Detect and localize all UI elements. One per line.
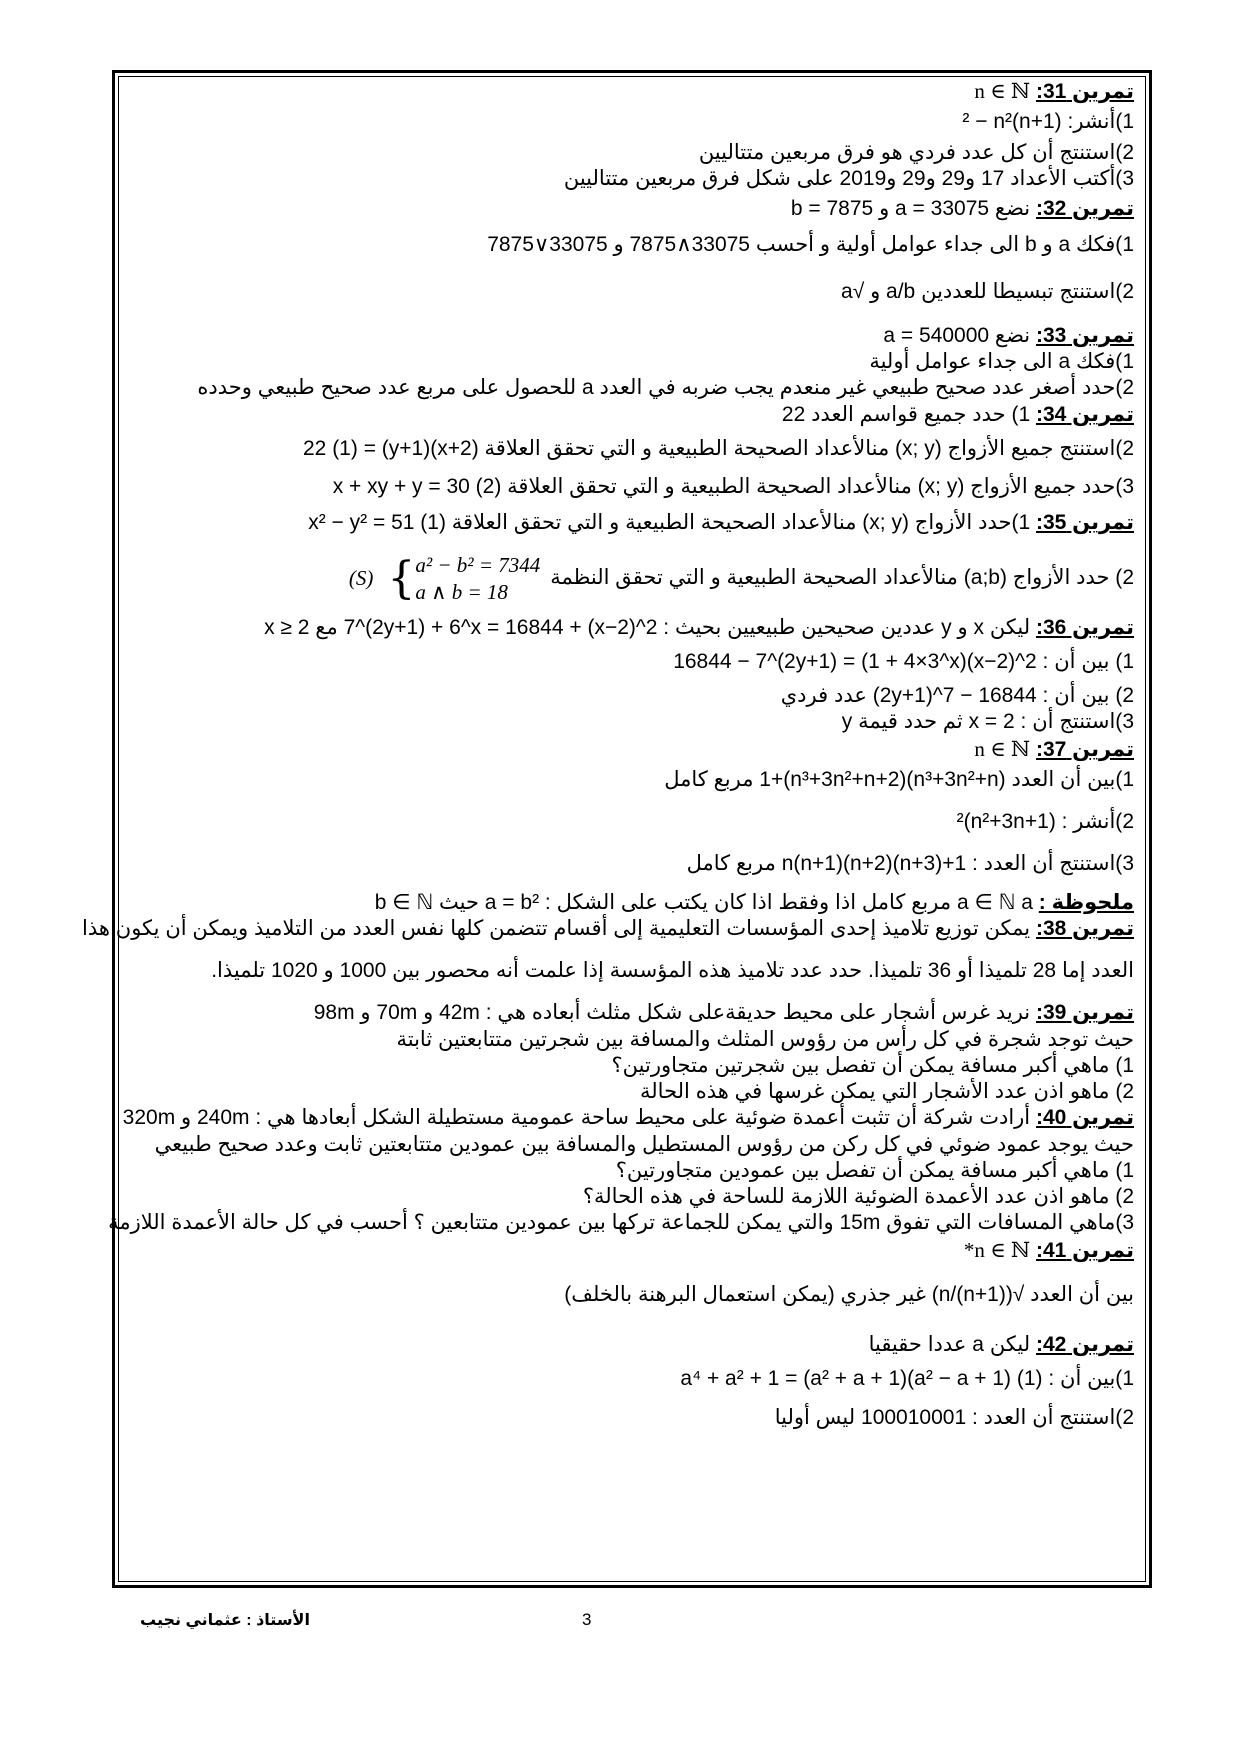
exercise-sheet xyxy=(82,78,1134,1431)
exercise-42-heading: تمرين 42: xyxy=(1035,1333,1134,1356)
exercise-34-q1: 1) حدد جميع قواسم العدد 22 xyxy=(781,402,1031,426)
exercise-38-text-1: يمكن توزيع تلاميذ إحدى المؤسسات التعليمية إلى أقسام تتضمن كلها نفس العدد من التلاميذ ويمكن أن يكون هذا xyxy=(82,916,1031,940)
exercise-34-heading: تمرين 34: xyxy=(1035,402,1134,426)
exercise-38 xyxy=(82,916,1134,985)
exercise-40-text: أرادت شركة أن تثبت أعمدة ضوئية على محيط ساحة عمومية مستطيلة الشكل أبعادها هي : 240m و 320m xyxy=(122,1106,1031,1130)
exercise-32 xyxy=(130,196,1134,305)
exercise-40-q1: 1) ماهي أكبر مسافة يمكن أن تفصل بين عمودين متجاورتين؟ xyxy=(615,1158,1134,1182)
exercise-34-q3: 3)حدد جميع الأزواج (x; y) منالأعداد الصحيحة الطبيعية و التي تحقق العلاقة x + xy + y = 30 (2) xyxy=(332,475,1134,498)
exercise-40-q3: 3)ماهي المسافات التي تفوق 15m والتي يمكن للجماعة تركها بين عمودين متتابعين ؟ أحسب في كل حالة الأعمدة اللازمة xyxy=(108,1211,1134,1235)
exercise-38-text-2: العدد إما 28 تلميذا أو 36 تلميذا. حدد عدد تلاميذ هذه المؤسسة إذا علمت أنه محصور بين 1000 و 1020 تلميذا. xyxy=(211,959,1134,982)
exercise-32-q2: 2)استنتج تبسيطا للعددين a/b و √a xyxy=(841,279,1134,303)
exercise-33-given: نضع a = 540000 xyxy=(883,323,1031,347)
exercise-36-given: ليكن x و y عددين صحيحين طبيعيين بحيث : 2^(x−2) + 7^(2y+1) + 6^x = 16844 مع x ≥ 2 xyxy=(264,615,1031,639)
exercise-40 xyxy=(108,1105,1134,1236)
exercise-35-q2-text: 2) حدد الأزواج (a;b) منالأعداد الصحيحة الطبيعية و التي تحقق النظمة xyxy=(550,566,1134,590)
system-brace xyxy=(349,552,540,605)
exercise-33-q2: 2)حدد أصغر عدد صحيح طبيعي غير منعدم يجب ضربه في العدد a للحصول على مربع عدد صحيح طبيعي وحدده xyxy=(197,376,1134,400)
teacher-name: الأستاذ : عثماني نجيب xyxy=(140,1612,310,1629)
exercise-42-q1: 1)بين أن : a⁴ + a² + 1 = (a² + a + 1)(a² − a + 1) (1) xyxy=(680,1367,1134,1391)
exercise-42-given: ليكن a عددا حقيقيا xyxy=(868,1333,1031,1356)
exercise-36-q3: 3)استنتج أن : x = 2 ثم حدد قيمة y xyxy=(841,710,1134,734)
system-eq-1: a² − b² = 7344 xyxy=(415,553,541,578)
exercise-37-heading: تمرين 37: xyxy=(1035,737,1134,761)
exercise-39-text: نريد غرس أشجار على محيط حديقةعلى شكل مثلث أبعاده هي : 42m و 70m و 98m xyxy=(313,1001,1031,1025)
exercise-42 xyxy=(130,1332,1134,1431)
exercise-41 xyxy=(130,1237,1134,1309)
exercise-37-set: n ∈ ℕ xyxy=(974,736,1031,761)
exercise-35-q2 xyxy=(130,551,1134,607)
note-heading: ملحوظة : xyxy=(1038,890,1134,914)
exercise-31-set: n ∈ ℕ xyxy=(974,79,1031,103)
exercise-38-heading: تمرين 38: xyxy=(1035,916,1134,940)
exercise-32-heading: تمرين 32: xyxy=(1035,197,1134,220)
exercise-33-q1: 1)فكك a الى جداء عوامل أولية xyxy=(869,350,1134,373)
exercise-37-q1: 1)بين أن العدد (n³+3n²+n)(n³+3n²+n+2)+1 مربع كامل xyxy=(664,767,1134,791)
exercise-40-line-1: حيث يوجد عمود ضوئي في كل ركن من رؤوس المستطيل والمسافة بين عمودين متتابعتين ثابت وعدد صحيح طبيعي xyxy=(154,1132,1134,1156)
exercise-34 xyxy=(130,402,1134,501)
exercise-37-q3: 3)استنتج أن العدد : n(n+1)(n+2)(n+3)+1 مربع كامل xyxy=(686,852,1134,876)
exercise-36-q2: 2) بين أن : 16844 − 7^(2y+1) عدد فردي xyxy=(780,684,1134,707)
exercise-36 xyxy=(130,615,1134,736)
exercise-41-heading: تمرين 41: xyxy=(1035,1238,1134,1262)
exercise-33-heading: تمرين 33: xyxy=(1035,323,1134,347)
exercise-39-q2: 2) ماهو اذن عدد الأشجار التي يمكن غرسها في هذه الحالة xyxy=(640,1080,1134,1103)
exercise-39-heading: تمرين 39: xyxy=(1035,1001,1134,1025)
exercise-39 xyxy=(130,1000,1134,1105)
exercise-37 xyxy=(130,736,1134,878)
exercise-39-q1: 1) ماهي أكبر مسافة يمكن أن تفصل بين شجرتين متجاورتين؟ xyxy=(611,1053,1134,1077)
exercise-31-q3: 3)أكتب الأعداد 17 و29 و29 و2019 على شكل فرق مربعين متتاليين xyxy=(563,166,1134,190)
exercise-31 xyxy=(130,78,1134,192)
note-text: a ∈ ℕ a مربع كامل اذا وفقط اذا كان يكتب على الشكل : a = b² حيث b ∈ ℕ xyxy=(374,890,1033,914)
exercise-39-line-1: حيث توجد شجرة في كل رأس من رؤوس المثلث والمسافة بين شجرتين متتابعتين ثابتة xyxy=(396,1027,1134,1051)
system-name: (S) xyxy=(348,566,374,591)
brace-icon: { xyxy=(387,552,416,604)
exercise-36-heading: تمرين 36: xyxy=(1035,615,1134,639)
exercise-40-q2: 2) ماهو اذن عدد الأعمدة الضوئية اللازمة للساحة في هذه الحالة؟ xyxy=(582,1185,1134,1208)
exercise-31-heading: تمرين 31: xyxy=(1035,80,1134,103)
exercise-34-q2: 2)استنتج جميع الأزواج (x; y) منالأعداد الصحيحة الطبيعية و التي تحقق العلاقة (x+2)(y+1) = 22 (1) xyxy=(303,436,1134,460)
system-eq-2: a ∧ b = 18 xyxy=(415,579,508,604)
exercise-42-q2: 2)استنتج أن العدد : 100010001 ليس أوليا xyxy=(774,1405,1134,1429)
exercise-37-q2: 2)أنشر : (n²+3n+1)² xyxy=(956,810,1134,833)
exercise-33 xyxy=(130,323,1134,402)
exercise-35-heading: تمرين 35: xyxy=(1035,511,1134,535)
note xyxy=(130,890,1134,916)
exercise-36-q1: 1) بين أن : 2^(x−2)(1 + 4×3^x) = 16844 − 7^(2y+1) xyxy=(673,649,1134,673)
exercise-32-given: نضع a = 33075 و b = 7875 xyxy=(790,197,1031,220)
exercise-40-heading: تمرين 40: xyxy=(1035,1106,1134,1130)
exercise-41-q: بين أن العدد √(n/(n+1)) غير جذري (يمكن استعمال البرهنة بالخلف) xyxy=(564,1282,1134,1306)
exercise-31-q2: 2)استنتج أن كل عدد فردي هو فرق مربعين متتاليين xyxy=(698,140,1134,164)
exercise-41-set: n ∈ ℕ* xyxy=(963,1237,1031,1262)
page-number: 3 xyxy=(582,1610,592,1629)
exercise-31-q1: 1)أنشر: (n+1)² − n² xyxy=(962,110,1134,134)
exercise-35-q1: 1)حدد الأزواج (x; y) منالأعداد الصحيحة الطبيعية و التي تحقق العلاقة x² − y² = 51 (1) xyxy=(308,511,1031,535)
exercise-35 xyxy=(130,510,1134,606)
system-equations xyxy=(415,552,540,605)
exercise-32-q1: 1)فكك a و b الى جداء عوامل أولية و أحسب 33075∧7875 و 33075∨7875 xyxy=(487,233,1134,257)
